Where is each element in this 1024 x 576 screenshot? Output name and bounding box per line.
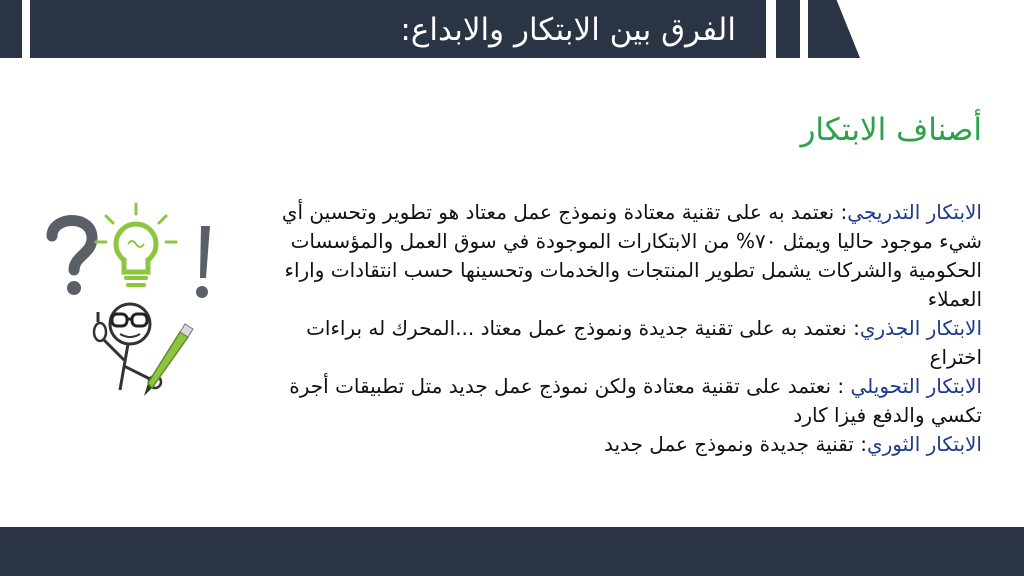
term-revolutionary: الابتكار الثوري <box>866 432 982 456</box>
exclamation-mark-icon <box>196 226 210 298</box>
top-bar-left-block <box>0 0 22 58</box>
term-radical: الابتكار الجذري <box>859 316 982 340</box>
paragraph-radical <box>270 314 982 372</box>
text-revolutionary: : تقنية جديدة ونموذج عمل جديد <box>604 432 867 456</box>
paragraph-transformational <box>270 372 982 430</box>
idea-lightbulb-icon <box>40 200 250 400</box>
top-bar-square <box>776 0 800 58</box>
term-incremental: الابتكار التدريجي <box>847 200 982 224</box>
term-transformational: الابتكار التحويلي <box>850 374 982 398</box>
slide-title: الفرق بين الابتكار والابداع: <box>400 12 736 48</box>
lightbulb-icon <box>96 204 176 285</box>
body-text <box>270 198 982 459</box>
pencil-icon <box>144 324 193 396</box>
paragraph-incremental <box>270 198 982 314</box>
question-mark-icon <box>52 221 92 296</box>
text-incremental: : نعتمد به على تقنية معتادة ونموذج عمل معتاد هو تطوير وتحسين أي شيء موجود حاليا ويمثل ٧٠% من الابتكارات الموجودة في سوق العمل والمؤسسات الحكومية والشركات يشمل تطوير المنتجات والخدمات وتحسينها حسب انتقادات واراء العملاء <box>281 200 982 311</box>
paragraph-revolutionary <box>270 430 982 459</box>
text-radical: : نعتمد به على تقنية جديدة ونموذج عمل معتاد ...المحرك له براءات اختراع <box>306 316 982 369</box>
top-bar-slant-block <box>808 0 860 58</box>
bottom-bar <box>0 527 1024 576</box>
text-transformational: : نعتمد على تقنية معتادة ولكن نموذج عمل جديد متل تطبيقات أجرة تكسي والدفع فيزا كارد <box>289 374 982 427</box>
top-bar <box>0 0 1024 58</box>
slide-subtitle: أصناف الابتكار <box>800 112 982 148</box>
